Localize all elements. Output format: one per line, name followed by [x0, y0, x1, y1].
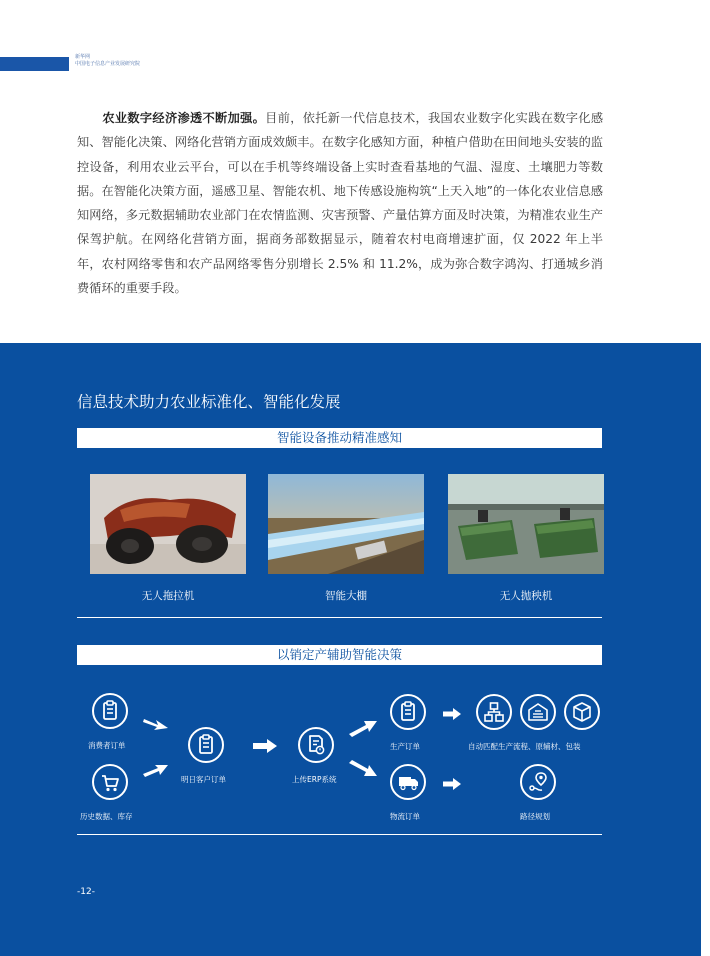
label-tomorrow-order: 明日客户订单: [181, 775, 226, 784]
arrow-right-icon: [348, 760, 378, 780]
document-upload-icon: [298, 727, 334, 763]
page-number: -12-: [77, 887, 95, 897]
paragraph-lead: 农业数字经济渗透不断加强。: [102, 111, 266, 125]
section-divider: [77, 834, 602, 835]
caption-driverless-tractor: 无人拖拉机: [141, 590, 195, 602]
label-production-order: 生产订单: [390, 742, 420, 751]
label-logistics-order: 物流订单: [390, 812, 420, 821]
org-chart-icon: [476, 694, 512, 730]
label-erp-upload: 上传ERP系统: [292, 775, 337, 784]
arrow-right-icon: [252, 739, 278, 753]
header-accent-bar: [0, 57, 69, 71]
caption-smart-greenhouse: 智能大棚: [325, 590, 367, 602]
arrow-right-icon: [142, 762, 170, 778]
warehouse-icon: [520, 694, 556, 730]
paragraph-body: 目前，依托新一代信息技术，我国农业数字化实践在数字化感知、智能化决策、网络化营销方面成效颇丰。在数字化感知方面，种植户借助在田间地头安装的监控设备，利用农业云平台，可以在手机等终端设备上实时查看基地的气温、湿度、土壤肥力等数据。在智能化决策方面，遥感卫星、智能农机、地下传感设施构筑“上天入地”的一体化农业信息感知网络，多元数据辅助农业部门在农情监测、灾害预警、产量估算方面及时决策，为精准农业生产保驾护航。在网络化营销方面，据商务部数据显示，随着农村电商增速扩面，仅 2022 年上半年，农村网络零售和农产品网络零售分别增长 2.5% 和 11.2%，成为弥合数字鸿沟、打通城乡消费循环的重要手段。: [77, 111, 604, 296]
shopping-cart-icon: [92, 764, 128, 800]
caption-rice-transplanter: 无人抛秧机: [499, 590, 553, 602]
package-box-icon: [564, 694, 600, 730]
label-history-data: 历史数据、库存: [80, 812, 133, 821]
clipboard-icon: [390, 694, 426, 730]
header-org: [75, 54, 140, 68]
photo-smart-greenhouse: [268, 474, 424, 574]
header-institute-name: 中国电子信息产业发展研究院: [75, 61, 141, 67]
body-paragraph: [77, 106, 603, 300]
clipboard-icon: [92, 693, 128, 729]
map-pin-route-icon: [520, 764, 556, 800]
banner-precise-sensing: 智能设备推动精准感知: [77, 428, 602, 448]
panel-title: 信息技术助力农业标准化、智能化发展: [77, 393, 341, 411]
arrow-right-icon: [442, 778, 462, 790]
label-consumer-order: 消费者订单: [88, 741, 126, 750]
section-divider: [77, 617, 602, 618]
photo-rice-transplanter: [448, 474, 604, 574]
arrow-right-icon: [348, 718, 378, 738]
delivery-truck-icon: [390, 764, 426, 800]
label-route-planning: 路径规划: [520, 812, 550, 821]
clipboard-icon: [188, 727, 224, 763]
label-auto-match: 自动匹配生产流程、原辅材、包装: [468, 742, 581, 751]
arrow-right-icon: [442, 708, 462, 720]
photo-driverless-tractor: [90, 474, 246, 574]
header-org-name: 新华网: [75, 54, 91, 60]
arrow-right-icon: [142, 716, 170, 732]
banner-smart-decision: 以销定产辅助智能决策: [77, 645, 602, 665]
